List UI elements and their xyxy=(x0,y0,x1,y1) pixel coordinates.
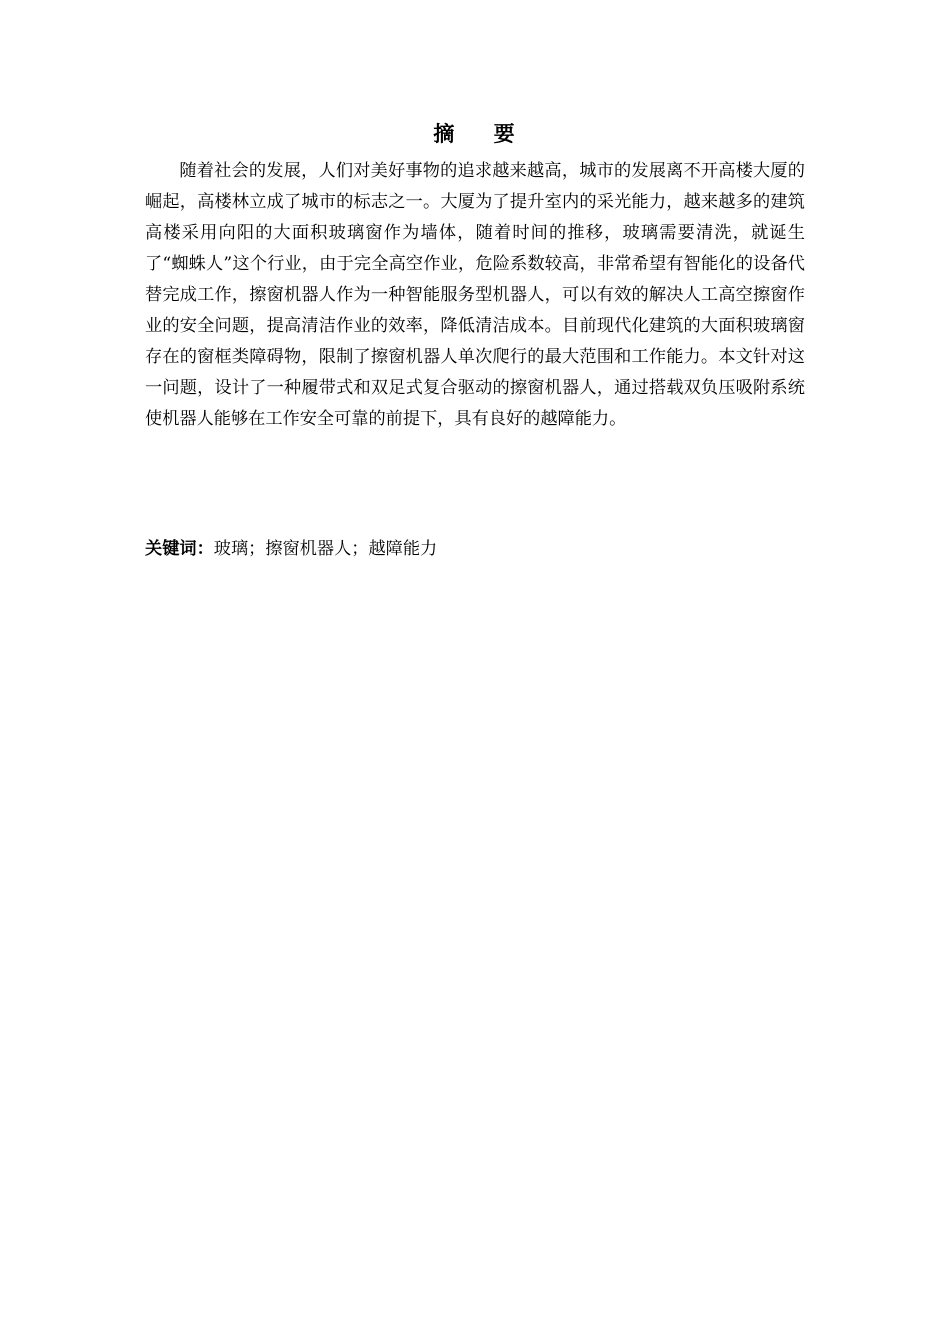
keywords-text: 玻璃；擦窗机器人；越障能力 xyxy=(213,539,438,559)
keywords-label: 关键词： xyxy=(145,539,214,559)
keywords-line xyxy=(145,534,805,565)
abstract-body: 随着社会的发展，人们对美好事物的追求越来越高，城市的发展离不开高楼大厦的崛起，高楼林立成了城市的标志之一。大厦为了提升室内的采光能力，越来越多的建筑高楼采用向阳的大面积玻璃窗作为墙体，随着时间的推移，玻璃需要清洗，就诞生了“蜘蛛人”这个行业，由于完全高空作业，危险系数较高，非常希望有智能化的设备代替完成工作，擦窗机器人作为一种智能服务型机器人，可以有效的解决人工高空擦窗作业的安全问题，提高清洁作业的效率，降低清洁成本。目前现代化建筑的大面积玻璃窗存在的窗框类障碍物，限制了擦窗机器人单次爬行的最大范围和工作能力。本文针对这一问题，设计了一种履带式和双足式复合驱动的擦窗机器人，通过搭载双负压吸附系统使机器人能够在工作安全可靠的前提下，具有良好的越障能力。 xyxy=(145,161,805,429)
abstract-title: 摘 要 xyxy=(433,122,517,146)
